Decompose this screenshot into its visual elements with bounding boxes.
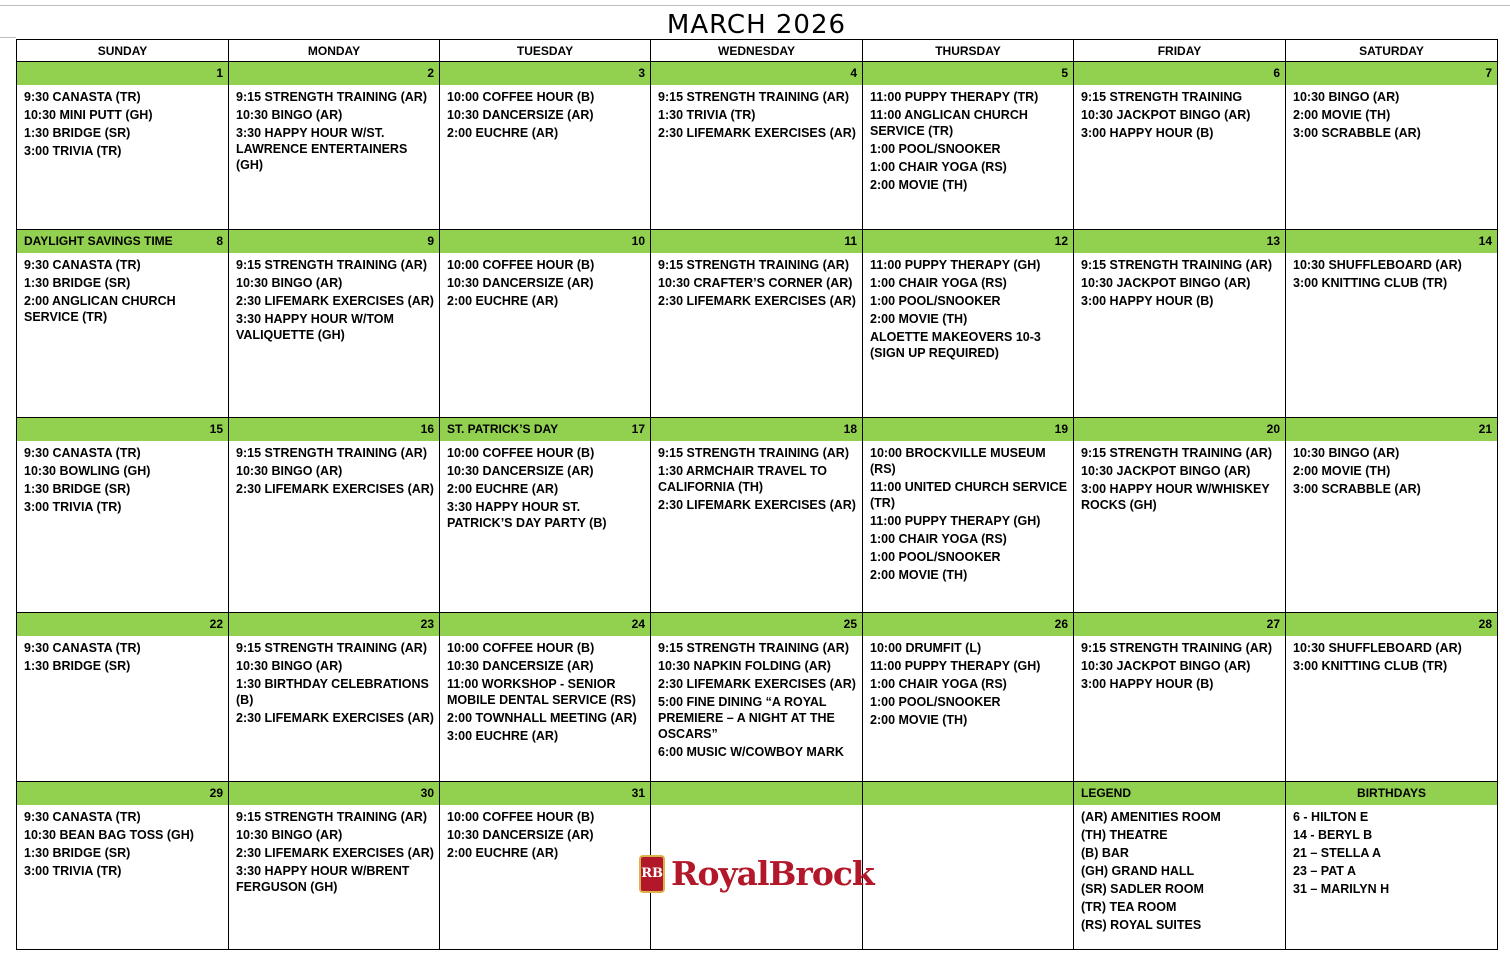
day-header-bar: [440, 418, 650, 441]
day-number: 5: [1061, 66, 1068, 80]
day-label: LEGEND: [1081, 786, 1132, 800]
day-header-bar: [440, 62, 650, 85]
calendar-grid: [16, 39, 1498, 950]
day-events: [229, 253, 439, 417]
event-item: 9:30 CANASTA (TR): [24, 258, 141, 272]
event-item: 3:00 KNITTING CLUB (TR): [1293, 659, 1448, 673]
event-item: 9:15 STRENGTH TRAINING (AR): [236, 258, 427, 272]
event-item: 2:30 LIFEMARK EXERCISES (AR): [658, 294, 856, 308]
day-cell-15: [17, 418, 229, 613]
day-events: [651, 636, 862, 781]
day-header-bar: [1286, 230, 1497, 253]
event-item: 10:30 DANCERSIZE (AR): [447, 828, 594, 842]
day-number: 11: [844, 234, 857, 248]
day-cell-6: [1074, 62, 1286, 230]
event-item: 3:00 TRIVIA (TR): [24, 864, 122, 878]
event-item: 1:00 POOL/SNOOKER: [870, 695, 1001, 709]
royal-brock-logo: [641, 805, 874, 945]
extra-cell: [641, 782, 874, 950]
day-number: 30: [420, 786, 434, 800]
event-item: 3:00 HAPPY HOUR (B): [1081, 294, 1214, 308]
day-header-bar: [863, 613, 1073, 636]
event-item: 9:15 STRENGTH TRAINING (AR): [1081, 641, 1272, 655]
day-events: [863, 441, 1073, 612]
day-events: [1286, 441, 1497, 612]
event-item: 2:00 MOVIE (TH): [870, 713, 968, 727]
event-item: 1:00 CHAIR YOGA (RS): [870, 276, 1007, 290]
day-cell-24: [440, 613, 651, 782]
day-cell-16: [229, 418, 440, 613]
weekday-header-friday: FRIDAY: [1074, 40, 1286, 62]
event-item: 2:30 LIFEMARK EXERCISES (AR): [658, 677, 856, 691]
event-item: 1:30 BIRTHDAY CELEBRATIONS (B): [236, 677, 429, 707]
day-header-bar: [863, 782, 1073, 805]
day-events: [1286, 805, 1497, 949]
day-cell-1: [17, 62, 229, 230]
weekday-header-thursday: THURSDAY: [863, 40, 1074, 62]
day-cell-31: [440, 782, 651, 950]
day-cell-30: [229, 782, 440, 950]
day-number: 26: [1054, 617, 1068, 631]
event-item: 2:00 EUCHRE (AR): [447, 294, 559, 308]
day-cell-11: [651, 230, 863, 418]
day-number: 25: [843, 617, 857, 631]
calendar: [16, 39, 1497, 945]
event-item: 2:00 EUCHRE (AR): [447, 846, 559, 860]
day-events: [17, 253, 228, 417]
day-events: [863, 636, 1073, 781]
weekday-header-saturday: SATURDAY: [1286, 40, 1498, 62]
day-cell-12: [863, 230, 1074, 418]
event-item: 31 – MARILYN H: [1293, 882, 1390, 896]
day-events: [1286, 253, 1497, 417]
day-header-bar: [1286, 613, 1497, 636]
day-number: 2: [427, 66, 434, 80]
day-header-bar: [651, 613, 862, 636]
event-item: 3:00 TRIVIA (TR): [24, 144, 122, 158]
day-header-bar: [651, 418, 862, 441]
event-item: 10:30 BINGO (AR): [1293, 90, 1400, 104]
day-header-bar: [863, 418, 1073, 441]
event-item: 1:00 POOL/SNOOKER: [870, 550, 1001, 564]
event-item: 10:30 BINGO (AR): [236, 659, 343, 673]
event-item: 2:00 EUCHRE (AR): [447, 126, 559, 140]
event-item: 3:00 HAPPY HOUR W/WHISKEY ROCKS (GH): [1081, 482, 1270, 512]
day-events: [651, 85, 862, 229]
event-item: 10:30 DANCERSIZE (AR): [447, 276, 594, 290]
event-item: 11:00 PUPPY THERAPY (GH): [870, 659, 1041, 673]
event-item: 5:00 FINE DINING “A ROYAL PREMIERE – A NIGHT AT THE OSCARS”: [658, 695, 835, 741]
day-events: [1074, 805, 1285, 949]
day-events: [229, 636, 439, 781]
event-item: 2:30 LIFEMARK EXERCISES (AR): [236, 711, 434, 725]
event-item: 10:30 JACKPOT BINGO (AR): [1081, 464, 1251, 478]
event-item: (GH) GRAND HALL: [1081, 864, 1195, 878]
day-header-bar: [651, 782, 862, 805]
event-item: 3:00 HAPPY HOUR (B): [1081, 126, 1214, 140]
event-item: 3:30 HAPPY HOUR W/ST. LAWRENCE ENTERTAINERS (GH): [236, 126, 408, 172]
day-cell-18: [651, 418, 863, 613]
day-events: [1074, 85, 1285, 229]
event-item: 10:30 DANCERSIZE (AR): [447, 108, 594, 122]
day-number: 28: [1478, 617, 1492, 631]
event-item: 3:00 SCRABBLE (AR): [1293, 126, 1421, 140]
day-header-bar: [440, 782, 650, 805]
event-item: (SR) SADLER ROOM: [1081, 882, 1204, 896]
day-events: [17, 85, 228, 229]
event-item: 10:00 BROCKVILLE MUSEUM (RS): [870, 446, 1046, 476]
day-events: [229, 441, 439, 612]
event-item: 11:00 PUPPY THERAPY (TR): [870, 90, 1039, 104]
weekday-header-wednesday: WEDNESDAY: [651, 40, 863, 62]
event-item: 10:30 CRAFTER’S CORNER (AR): [658, 276, 853, 290]
day-header-bar: [229, 418, 439, 441]
weekday-header-row: [17, 40, 1498, 62]
day-number: 15: [209, 422, 223, 436]
day-number: 29: [209, 786, 223, 800]
event-item: 3:00 SCRABBLE (AR): [1293, 482, 1421, 496]
day-cell-9: [229, 230, 440, 418]
event-item: 1:30 ARMCHAIR TRAVEL TO CALIFORNIA (TH): [658, 464, 828, 494]
day-cell-20: [1074, 418, 1286, 613]
day-number: 7: [1485, 66, 1492, 80]
day-events: [641, 805, 874, 945]
day-header-bar: [1074, 613, 1285, 636]
weekday-header-tuesday: TUESDAY: [440, 40, 651, 62]
week-row: [17, 418, 1498, 613]
event-item: 10:30 MINI PUTT (GH): [24, 108, 153, 122]
day-cell-19: [863, 418, 1074, 613]
section-label: BIRTHDAYS: [1357, 786, 1426, 800]
event-item: 3:30 HAPPY HOUR W/BRENT FERGUSON (GH): [236, 864, 410, 894]
extra-cell: [1286, 782, 1498, 950]
event-item: 2:00 TOWNHALL MEETING (AR): [447, 711, 637, 725]
day-number: 31: [631, 786, 645, 800]
event-item: 11:00 UNITED CHURCH SERVICE (TR): [870, 480, 1068, 510]
event-item: 1:00 POOL/SNOOKER: [870, 142, 1001, 156]
day-events: [17, 636, 228, 781]
event-item: 10:30 BINGO (AR): [236, 828, 343, 842]
event-item: 2:00 MOVIE (TH): [870, 178, 968, 192]
weekday-header-sunday: SUNDAY: [17, 40, 229, 62]
event-item: 9:30 CANASTA (TR): [24, 90, 141, 104]
event-item: (RS) ROYAL SUITES: [1081, 918, 1202, 932]
calendar-title: MARCH 2026: [666, 10, 847, 40]
day-events: [17, 805, 228, 949]
day-events: [863, 253, 1073, 417]
event-item: 10:00 COFFEE HOUR (B): [447, 90, 595, 104]
logo-wordmark: RoyalBrock: [671, 854, 874, 893]
event-item: 3:30 HAPPY HOUR W/TOM VALIQUETTE (GH): [236, 312, 394, 342]
event-item: 9:15 STRENGTH TRAINING (AR): [236, 810, 427, 824]
event-item: 1:30 TRIVIA (TR): [658, 108, 756, 122]
event-item: 10:30 BINGO (AR): [236, 464, 343, 478]
event-item: 9:30 CANASTA (TR): [24, 446, 141, 460]
event-item: 21 – STELLA A: [1293, 846, 1381, 860]
event-item: 9:30 CANASTA (TR): [24, 641, 141, 655]
day-header-bar: [17, 418, 228, 441]
day-header-bar: [863, 230, 1073, 253]
day-header-bar: [17, 613, 228, 636]
day-cell-14: [1286, 230, 1498, 418]
event-item: 2:30 LIFEMARK EXERCISES (AR): [658, 498, 856, 512]
day-header-bar: [440, 230, 650, 253]
event-item: 2:00 EUCHRE (AR): [447, 482, 559, 496]
event-item: 2:30 LIFEMARK EXERCISES (AR): [236, 482, 434, 496]
day-header-bar: [17, 62, 228, 85]
day-number: 3: [638, 66, 645, 80]
event-item: 2:00 MOVIE (TH): [1293, 108, 1391, 122]
day-header-bar: [651, 62, 862, 85]
event-item: (TR) TEA ROOM: [1081, 900, 1177, 914]
event-item: 9:15 STRENGTH TRAINING (AR): [658, 641, 849, 655]
day-cell-13: [1074, 230, 1286, 418]
event-item: 1:00 POOL/SNOOKER: [870, 294, 1001, 308]
day-header-bar: [229, 613, 439, 636]
event-item: 10:00 COFFEE HOUR (B): [447, 810, 595, 824]
day-events: [17, 441, 228, 612]
event-item: 3:30 HAPPY HOUR ST. PATRICK’S DAY PARTY (B): [447, 500, 607, 530]
day-cell-26: [863, 613, 1074, 782]
event-item: 23 – PAT A: [1293, 864, 1356, 878]
day-cell-4: [651, 62, 863, 230]
day-header-bar: [229, 782, 439, 805]
event-item: 10:30 NAPKIN FOLDING (AR): [658, 659, 831, 673]
event-item: 11:00 ANGLICAN CHURCH SERVICE (TR): [870, 108, 1028, 138]
event-item: 10:30 DANCERSIZE (AR): [447, 659, 594, 673]
day-number: 18: [843, 422, 857, 436]
day-events: [440, 805, 650, 949]
day-number: 20: [1266, 422, 1280, 436]
event-item: 9:15 STRENGTH TRAINING (AR): [1081, 258, 1272, 272]
day-number: 1: [216, 66, 223, 80]
event-item: 3:00 HAPPY HOUR (B): [1081, 677, 1214, 691]
day-number: 19: [1054, 422, 1068, 436]
day-header-bar: [17, 782, 228, 805]
day-events: [1074, 253, 1285, 417]
event-item: 1:30 BRIDGE (SR): [24, 659, 131, 673]
day-number: 17: [631, 422, 645, 436]
day-events: [651, 253, 862, 417]
day-cell-23: [229, 613, 440, 782]
crest-icon: RB: [639, 855, 665, 893]
event-item: 3:00 TRIVIA (TR): [24, 500, 122, 514]
event-item: 9:15 STRENGTH TRAINING: [1081, 90, 1243, 104]
event-item: 6:00 MUSIC W/COWBOY MARK: [658, 745, 844, 759]
day-header-bar: [1286, 62, 1497, 85]
event-item: 1:00 CHAIR YOGA (RS): [870, 677, 1007, 691]
day-header-bar: [1286, 418, 1497, 441]
day-header-bar: [17, 230, 228, 253]
event-item: 9:15 STRENGTH TRAINING (AR): [658, 258, 849, 272]
event-item: 2:00 ANGLICAN CHURCH SERVICE (TR): [24, 294, 176, 324]
event-item: 1:30 BRIDGE (SR): [24, 482, 131, 496]
event-item: ALOETTE MAKEOVERS 10-3 (SIGN UP REQUIRED): [870, 330, 1041, 360]
day-number: 12: [1054, 234, 1068, 248]
event-item: 1:00 CHAIR YOGA (RS): [870, 160, 1007, 174]
day-events: [1286, 636, 1497, 781]
event-item: 10:30 JACKPOT BINGO (AR): [1081, 659, 1251, 673]
event-item: 11:00 PUPPY THERAPY (GH): [870, 514, 1041, 528]
day-header-bar: [1074, 782, 1285, 805]
event-item: 10:00 DRUMFIT (L): [870, 641, 982, 655]
weekday-header-monday: MONDAY: [229, 40, 440, 62]
day-events: [1286, 85, 1497, 229]
day-events: [229, 805, 439, 949]
day-number: 23: [420, 617, 434, 631]
event-item: 9:15 STRENGTH TRAINING (AR): [658, 90, 849, 104]
day-cell-29: [17, 782, 229, 950]
day-cell-10: [440, 230, 651, 418]
event-item: 10:30 BINGO (AR): [1293, 446, 1400, 460]
event-item: 10:00 COFFEE HOUR (B): [447, 641, 595, 655]
day-cell-8: [17, 230, 229, 418]
day-events: [440, 636, 650, 781]
day-number: 6: [1273, 66, 1280, 80]
day-events: [1074, 636, 1285, 781]
day-events: [440, 85, 650, 229]
day-header-bar: [1074, 418, 1285, 441]
day-events: [440, 441, 650, 612]
event-item: 10:30 BINGO (AR): [236, 276, 343, 290]
day-events: [863, 85, 1073, 229]
event-item: 10:30 BEAN BAG TOSS (GH): [24, 828, 194, 842]
week-row: [17, 230, 1498, 418]
event-item: 6 - HILTON E: [1293, 810, 1369, 824]
event-item: 11:00 PUPPY THERAPY (GH): [870, 258, 1041, 272]
event-item: 3:00 KNITTING CLUB (TR): [1293, 276, 1448, 290]
day-header-bar: [863, 62, 1073, 85]
day-header-bar: [1286, 782, 1497, 805]
day-number: 27: [1266, 617, 1280, 631]
event-item: 1:30 BRIDGE (SR): [24, 276, 131, 290]
event-item: (AR) AMENITIES ROOM: [1081, 810, 1221, 824]
event-item: 10:30 SHUFFLEBOARD (AR): [1293, 641, 1462, 655]
day-cell-25: [651, 613, 863, 782]
event-item: 1:30 BRIDGE (SR): [24, 846, 131, 860]
event-item: 10:30 SHUFFLEBOARD (AR): [1293, 258, 1462, 272]
day-events: [229, 85, 439, 229]
day-header-bar: [229, 62, 439, 85]
event-item: 10:30 JACKPOT BINGO (AR): [1081, 108, 1251, 122]
event-item: 10:30 JACKPOT BINGO (AR): [1081, 276, 1251, 290]
day-header-bar: [651, 230, 862, 253]
day-cell-2: [229, 62, 440, 230]
day-cell-5: [863, 62, 1074, 230]
event-item: 2:00 MOVIE (TH): [870, 312, 968, 326]
event-item: 9:15 STRENGTH TRAINING (AR): [236, 446, 427, 460]
day-number: 9: [427, 234, 434, 248]
event-item: 10:30 BINGO (AR): [236, 108, 343, 122]
day-cell-3: [440, 62, 651, 230]
day-header-bar: [1074, 62, 1285, 85]
event-item: 10:00 COFFEE HOUR (B): [447, 258, 595, 272]
day-events: [440, 253, 650, 417]
week-row: [17, 782, 1498, 950]
event-item: 2:30 LIFEMARK EXERCISES (AR): [658, 126, 856, 140]
week-row: [17, 62, 1498, 230]
day-cell-21: [1286, 418, 1498, 613]
event-item: 3:00 EUCHRE (AR): [447, 729, 559, 743]
day-header-bar: [229, 230, 439, 253]
day-cell-7: [1286, 62, 1498, 230]
event-item: 9:30 CANASTA (TR): [24, 810, 141, 824]
event-item: 1:00 CHAIR YOGA (RS): [870, 532, 1007, 546]
day-number: 24: [631, 617, 645, 631]
event-item: 11:00 WORKSHOP - SENIOR MOBILE DENTAL SERVICE (RS): [447, 677, 636, 707]
day-events: [863, 805, 1073, 949]
day-number: 13: [1266, 234, 1280, 248]
event-item: 2:30 LIFEMARK EXERCISES (AR): [236, 846, 434, 860]
event-item: (TH) THEATRE: [1081, 828, 1168, 842]
day-cell-22: [17, 613, 229, 782]
day-number: 4: [850, 66, 857, 80]
day-events: [1074, 441, 1285, 612]
event-item: (B) BAR: [1081, 846, 1129, 860]
event-item: 14 - BERYL B: [1293, 828, 1373, 842]
event-item: 9:15 STRENGTH TRAINING (AR): [236, 641, 427, 655]
event-item: 9:15 STRENGTH TRAINING (AR): [236, 90, 427, 104]
event-item: 2:00 MOVIE (TH): [870, 568, 968, 582]
day-header-bar: [1074, 230, 1285, 253]
day-cell-27: [1074, 613, 1286, 782]
event-item: 10:00 COFFEE HOUR (B): [447, 446, 595, 460]
event-item: 9:15 STRENGTH TRAINING (AR): [658, 446, 849, 460]
day-number: 21: [1478, 422, 1492, 436]
day-number: 8: [216, 234, 223, 248]
week-row: [17, 613, 1498, 782]
day-number: 10: [631, 234, 645, 248]
day-header-bar: [440, 613, 650, 636]
day-number: 22: [209, 617, 223, 631]
day-events: [651, 441, 862, 612]
day-label: DAYLIGHT SAVINGS TIME: [24, 234, 173, 248]
event-item: 2:30 LIFEMARK EXERCISES (AR): [236, 294, 434, 308]
event-item: 2:00 MOVIE (TH): [1293, 464, 1391, 478]
day-cell-28: [1286, 613, 1498, 782]
event-item: 9:15 STRENGTH TRAINING (AR): [1081, 446, 1272, 460]
day-number: 14: [1478, 234, 1492, 248]
event-item: 1:30 BRIDGE (SR): [24, 126, 131, 140]
day-number: 16: [420, 422, 434, 436]
day-cell-17: [440, 418, 651, 613]
extra-cell: [863, 782, 1074, 950]
event-item: 10:30 BOWLING (GH): [24, 464, 151, 478]
day-label: ST. PATRICK’S DAY: [447, 422, 559, 436]
extra-cell: [1074, 782, 1286, 950]
event-item: 10:30 DANCERSIZE (AR): [447, 464, 594, 478]
